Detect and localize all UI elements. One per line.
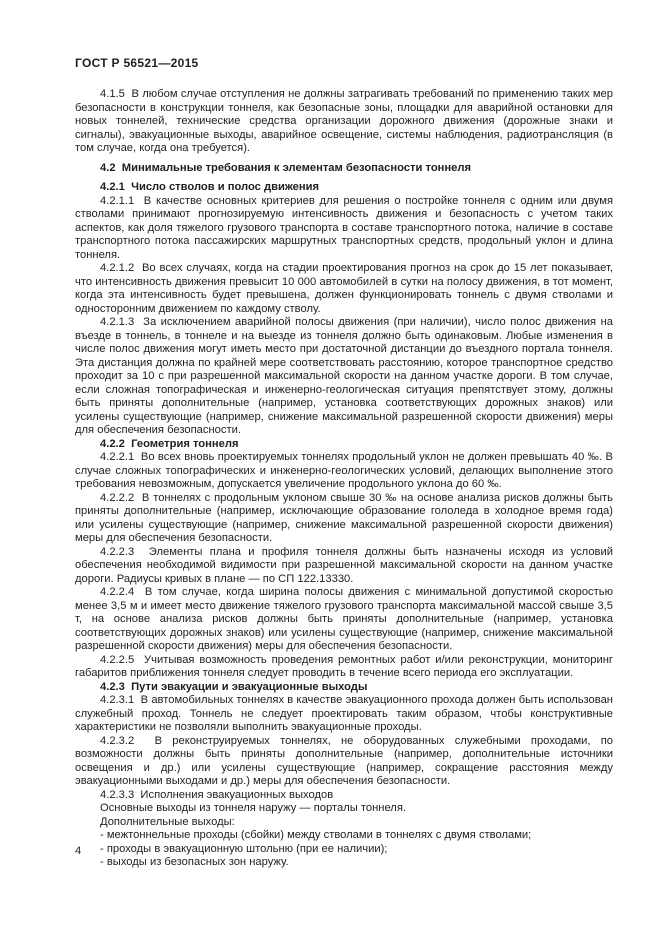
list-item-evacuation-adit: - проходы в эвакуационную штольню (при ее наличии); — [100, 842, 388, 855]
page-number: 4 — [75, 845, 82, 857]
heading-4-2-2: 4.2.2 Геометрия тоннеля — [100, 437, 239, 450]
para-4-1-5: 4.1.5 В любом случае отступления не должны затрагивать требований по применению таких мер безопасности в конструкции тоннеля, как безопасные зоны, площадки для аварийной остановки для новых тоннелей, технические средства организации дорожного движения (дорожные знаки и сигналы), эвакуационные выходы, аварийное освещение, системы наблюдения, радиотрансляция (в том случае, когда она требуется). — [75, 88, 613, 154]
para-4-2-3-1: 4.2.3.1 В автомобильных тоннелях в качестве эвакуационного прохода должен быть использован служебный проход. Тоннель не следует проектировать таким образом, чтобы конструктивные характеристики не позволяли выполнить эвакуационные проходы. — [75, 694, 613, 733]
para-4-2-1-1: 4.2.1.1 В качестве основных критериев для решения о постройке тоннеля с одним или двумя стволами принимают прогнозируемую интенсивность движения и безопасность с учетом таких аспектов, как доля тяжелого грузового транспорта в составе транспортного потока, наличие в составе транспортного потока пассажирских маршрутных транспортных средств, продольный уклон и длина тоннеля. — [75, 194, 613, 261]
para-4-2-2-4: 4.2.2.4 В том случае, когда ширина полосы движения с минимальной допустимой скоростью менее 3,5 м и имеет место движение тяжелого грузового транспорта максимальной массой свыше 3,5 т, на основе анализа рисков должны быть приняты дополнительные (например, установка соответствующих дорожных знаков) или усилены существующие (например, снижение максимальной разрешенной скорости движения) меры для обеспечения безопасности. — [75, 586, 613, 652]
heading-4-2: 4.2 Минимальные требования к элементам безопасности тоннеля — [100, 161, 472, 174]
para-4-2-2-1: 4.2.2.1 Во всех вновь проектируемых тоннелях продольный уклон не должен превышать 40 ‰. В случае сложных топографических и инженерно-геологических условий, делающих выполнение этого требования невозможным, допускается увеличение продольного уклона до 60 ‰. — [75, 451, 613, 490]
list-item-safe-zone-exits: - выходы из безопасных зон наружу. — [100, 856, 289, 868]
para-main-exits: Основные выходы из тоннеля наружу — порталы тоннеля. — [100, 802, 406, 814]
document-body — [75, 88, 613, 870]
para-4-2-2-5: 4.2.2.5 Учитывая возможность проведения ремонтных работ и/или реконструкции, мониторинг габаритов приближения тоннеля следует проводить в течение всего периода его эксплуатации. — [75, 653, 613, 679]
para-additional-exits-intro: Дополнительные выходы: — [100, 815, 235, 828]
heading-4-2-1: 4.2.1 Число стволов и полос движения — [100, 181, 320, 193]
list-item-intertunnel-passages: - межтоннельные проходы (сбойки) между стволами в тоннелях с двумя стволами; — [100, 829, 532, 841]
para-4-2-3-2: 4.2.3.2 В реконструируемых тоннелях, не оборудованных служебными проходами, по возможности должны быть приняты дополнительные (например, дополнительные источники освещения и др.) или усилены существующие (например, сокращение расстояния между эвакуационными выходами и др.) меры для обеспечения безопасности. — [75, 734, 613, 787]
para-4-2-1-2: 4.2.1.2 Во всех случаях, когда на стадии проектирования прогноз на срок до 15 лет показывает, что интенсивность движения превысит 10 000 автомобилей в сутки на полосу движения, в тот момент, когда эта интенсивность будет превышена, должен функционировать тоннель с двумя стволами и односторонним движением по каждому стволу. — [75, 262, 613, 315]
para-4-2-2-2: 4.2.2.2 В тоннелях с продольным уклоном свыше 30 ‰ на основе анализа рисков должны быть приняты дополнительные (например, исключающие образование гололеда в холодное время года) или усилены существующие (например, снижение максимальной разрешенной скорости движения) меры для обеспечения безопасности. — [75, 491, 613, 544]
para-4-2-1-3: 4.2.1.3 За исключением аварийной полосы движения (при наличии), число полос движения на въезде в тоннель, в тоннеле и на выезде из тоннеля должно быть одинаковым. Любые изменения в числе полос движения могут иметь место при достаточной дистанции до въездного портала тоннеля. Эта дистанция должна по крайней мере соответствовать расстоянию, которое транспортное средство проходит за 10 с при разрешенной максимальной скорости на данном участке дороги. В том случае, если сложная топографическая и инженерно-геологическая ситуация препятствует этому, должны быть приняты дополнительные (например, установка соответствующих дорожных знаков) или усилены существующие (например, снижение максимальной разрешенной скорости движения) меры для обеспечения безопасности. — [75, 316, 613, 436]
document-number-header: ГОСТ Р 56521—2015 — [75, 56, 199, 70]
heading-4-2-3: 4.2.3 Пути эвакуации и эвакуационные выходы — [100, 680, 368, 693]
para-4-2-3-3: 4.2.3.3 Исполнения эвакуационных выходов — [100, 788, 334, 801]
para-4-2-2-3: 4.2.2.3 Элементы плана и профиля тоннеля должны быть назначены исходя из условий обеспечения необходимой видимости при разрешенной максимальной скорости на данном участке дороги. Радиусы кривых в плане — по СП 122.13330. — [75, 545, 613, 585]
